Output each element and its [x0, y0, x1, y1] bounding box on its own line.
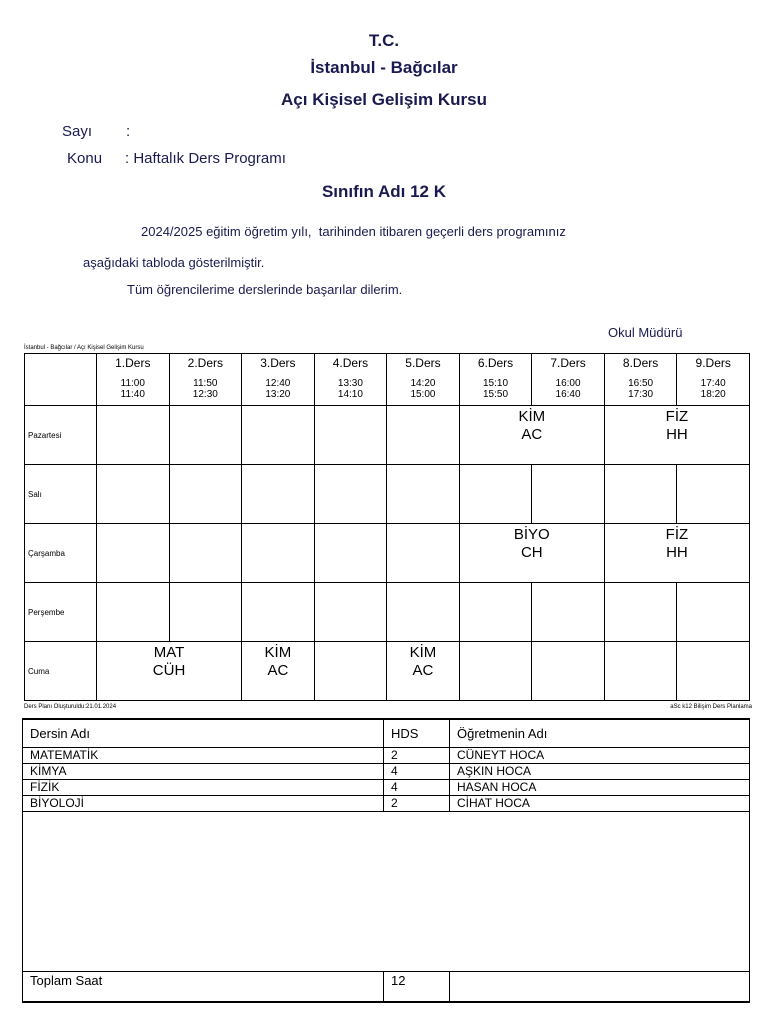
empty-slot: [387, 583, 460, 642]
empty-slot: [169, 465, 242, 524]
lesson-teacher: AC: [521, 426, 543, 443]
sayi-value: :: [126, 123, 131, 140]
day-row-friday: [25, 642, 750, 701]
course-name: KİMYA: [23, 764, 384, 780]
timetable: [24, 353, 750, 701]
course-row: [23, 780, 750, 796]
sayi-label: Sayı: [62, 123, 93, 140]
lesson-cell: [387, 642, 460, 701]
empty-slot: [314, 406, 387, 465]
empty-slot: [532, 583, 605, 642]
lesson-subject: KİM: [518, 408, 546, 425]
empty-slot: [169, 524, 242, 583]
day-row-wednesday: [25, 524, 750, 583]
header-hds: HDS: [384, 719, 450, 748]
day-label: Salı: [25, 465, 97, 524]
course-teacher: CÜNEYT HOCA: [450, 748, 750, 764]
empty-slot: [387, 406, 460, 465]
course-row: [23, 748, 750, 764]
total-empty: [450, 972, 750, 1003]
empty-slot: [242, 406, 315, 465]
created-date-note: Ders Planı Oluşturuldu:21.01.2024: [24, 704, 117, 710]
course-row: [23, 796, 750, 812]
period-header: 8.Ders 16:50 17:30: [604, 354, 677, 406]
class-title: Sınıfın Adı 12 K: [321, 182, 447, 201]
course-name: FİZİK: [23, 780, 384, 796]
corner-cell: [25, 354, 97, 406]
course-hds: 2: [384, 748, 450, 764]
course-name: BİYOLOJİ: [23, 796, 384, 812]
lesson-subject: KİM: [409, 644, 437, 661]
empty-slot: [604, 583, 677, 642]
header-school: Açı Kişisel Gelişim Kursu: [281, 90, 487, 109]
empty-slot: [97, 465, 170, 524]
empty-slot: [169, 406, 242, 465]
principal-label: Okul Müdürü: [608, 325, 683, 340]
period-header: 3.Ders 12:40 13:20: [242, 354, 315, 406]
lesson-cell: [242, 642, 315, 701]
empty-slot: [532, 465, 605, 524]
timetable-header-row: [25, 354, 750, 406]
empty-slot: [459, 465, 532, 524]
period-header: 9.Ders 17:40 18:20: [677, 354, 750, 406]
empty-slot: [314, 524, 387, 583]
empty-slot: [677, 642, 750, 701]
empty-slot: [97, 524, 170, 583]
day-row-thursday: [25, 583, 750, 642]
course-row: [23, 764, 750, 780]
empty-slot: [242, 465, 315, 524]
lesson-subject: FİZ: [665, 408, 689, 425]
empty-slot: [314, 642, 387, 701]
lesson-teacher: AC: [412, 662, 434, 679]
lesson-subject: MAT: [153, 644, 185, 661]
lesson-subject: BİYO: [513, 526, 550, 543]
day-row-tuesday: [25, 465, 750, 524]
day-label: Perşembe: [25, 583, 97, 642]
course-name: MATEMATİK: [23, 748, 384, 764]
header-course-name: Dersin Adı: [23, 719, 384, 748]
empty-slot: [387, 465, 460, 524]
lesson-teacher: HH: [666, 426, 688, 443]
total-value: 12: [384, 972, 450, 1003]
period-header: 2.Ders 11:50 12:30: [169, 354, 242, 406]
header-tc: T.C.: [368, 31, 400, 50]
course-table: [22, 718, 750, 1003]
empty-slot: [459, 642, 532, 701]
period-header: 5.Ders 14:20 15:00: [387, 354, 460, 406]
day-label: Pazartesi: [25, 406, 97, 465]
empty-slot: [97, 406, 170, 465]
lesson-cell: [97, 642, 242, 701]
lesson-cell: [604, 524, 749, 583]
blank-cell: [23, 812, 750, 972]
course-hds: 4: [384, 764, 450, 780]
day-label: Çarşamba: [25, 524, 97, 583]
period-header: 6.Ders 15:10 15:50: [459, 354, 532, 406]
course-blank-area: [23, 812, 750, 972]
lesson-cell: [604, 406, 749, 465]
course-total-row: [23, 972, 750, 1003]
software-note: aSc k12 Bilişim Ders Planlama: [670, 704, 752, 710]
course-teacher: CİHAT HOCA: [450, 796, 750, 812]
konu-label: Konu: [67, 150, 103, 167]
intro-line-3: Tüm öğrencilerime derslerinde başarılar dilerim.: [127, 282, 403, 297]
empty-slot: [242, 583, 315, 642]
day-label: Cuma: [25, 642, 97, 701]
empty-slot: [314, 583, 387, 642]
intro-line-2: aşağıdaki tabloda gösterilmiştir.: [83, 255, 265, 270]
empty-slot: [314, 465, 387, 524]
lesson-subject: FİZ: [665, 526, 689, 543]
lesson-teacher: AC: [267, 662, 289, 679]
course-hds: 2: [384, 796, 450, 812]
header-city: İstanbul - Bağcılar: [310, 58, 458, 77]
lesson-teacher: CH: [520, 544, 543, 561]
empty-slot: [604, 642, 677, 701]
empty-slot: [97, 583, 170, 642]
empty-slot: [387, 524, 460, 583]
total-label: Toplam Saat: [23, 972, 384, 1003]
konu-value: : Haftalık Ders Programı: [125, 150, 286, 167]
period-header: 7.Ders 16:00 16:40: [532, 354, 605, 406]
intro-line-1: 2024/2025 eğitim öğretim yılı, tarihinden itibaren geçerli ders programınız: [141, 224, 566, 239]
empty-slot: [242, 524, 315, 583]
school-small-label: İstanbul - Bağcılar / Açı Kişisel Gelişim Kursu: [24, 345, 144, 351]
lesson-teacher: CÜH: [152, 662, 186, 679]
empty-slot: [677, 465, 750, 524]
lesson-subject: KİM: [264, 644, 292, 661]
period-header: 1.Ders 11:00 11:40: [97, 354, 170, 406]
course-table-header: [23, 719, 750, 748]
empty-slot: [532, 642, 605, 701]
lesson-cell: [459, 406, 604, 465]
course-hds: 4: [384, 780, 450, 796]
empty-slot: [604, 465, 677, 524]
lesson-teacher: HH: [666, 544, 688, 561]
period-header: 4.Ders 13:30 14:10: [314, 354, 387, 406]
course-teacher: AŞKIN HOCA: [450, 764, 750, 780]
course-teacher: HASAN HOCA: [450, 780, 750, 796]
header-teacher-name: Öğretmenin Adı: [450, 719, 750, 748]
day-row-monday: [25, 406, 750, 465]
lesson-cell: [459, 524, 604, 583]
empty-slot: [459, 583, 532, 642]
empty-slot: [169, 583, 242, 642]
empty-slot: [677, 583, 750, 642]
